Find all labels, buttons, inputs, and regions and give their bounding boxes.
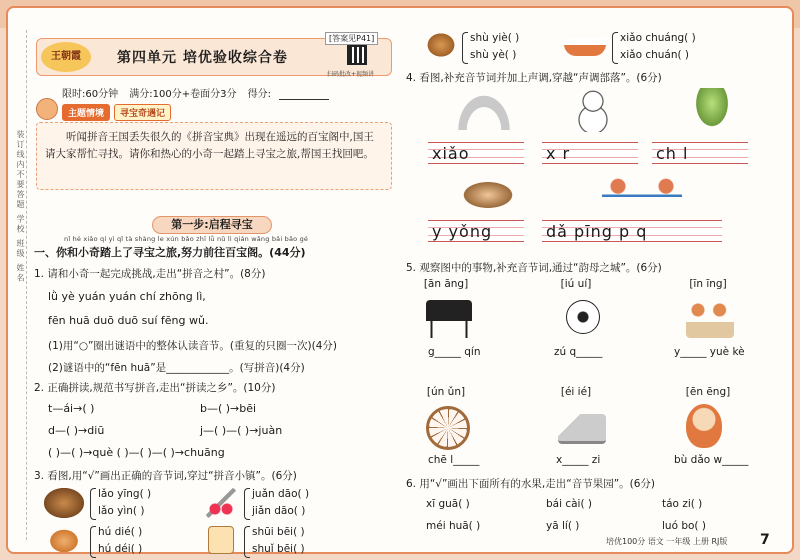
section-one-heading: 一、你和小奇踏上了寻宝之旅,努力前往百宝阁。(44分) xyxy=(34,246,306,259)
four-line-grid[interactable]: xiǎo xyxy=(428,142,524,164)
willow-tree-icon xyxy=(692,88,732,132)
child-avatar-icon xyxy=(36,98,58,120)
q1-part-a: (1)用“○”圈出谜语中的整体认读音节。(重复的只圈一次)(4分) xyxy=(48,340,337,352)
bridge-icon xyxy=(454,90,514,130)
brace xyxy=(462,32,468,64)
snowman-icon xyxy=(576,88,610,132)
score-label: 得分: xyxy=(247,89,272,100)
vowel-options: [ān āng] xyxy=(423,278,469,290)
fill-item[interactable]: g_____ qín xyxy=(428,346,481,358)
option[interactable]: lǎo yìn( ) xyxy=(98,505,145,517)
option[interactable]: shù yiè( ) xyxy=(470,32,520,44)
time-limit: 限时:60分钟 xyxy=(62,89,119,100)
fill-item[interactable]: y_____ yuè kè xyxy=(674,346,745,358)
full-score: 满分:100分+卷面分3分 xyxy=(129,89,237,100)
boat-icon xyxy=(564,38,606,56)
butterfly-icon xyxy=(48,528,80,554)
four-line-grid[interactable]: y yǒng xyxy=(428,220,524,242)
page-title: 第四单元 培优验收综合卷 xyxy=(117,50,288,66)
scene-tag: 主题情境 xyxy=(62,104,110,121)
scene-name: 寻宝奇遇记 xyxy=(114,104,171,121)
footer-text: 培优100分 语文 一年级 上册 RJ版 xyxy=(606,537,728,546)
q2-item[interactable]: d—( )→diū xyxy=(48,424,105,437)
fruit-option[interactable]: xī guā( ) xyxy=(426,498,470,510)
option[interactable]: shuǐ bēi( ) xyxy=(252,543,305,555)
option[interactable]: hú déi( ) xyxy=(98,543,143,555)
qr-code-icon[interactable] xyxy=(347,45,367,65)
question-pinyin: nǐ hé xiǎo qí yì qǐ tà shàng le xún bǎo zhī lǚ nǔ lì qián wǎng bǎi bǎo gé xyxy=(64,235,309,243)
four-line-grid[interactable]: ch l xyxy=(652,142,748,164)
exam-meta xyxy=(62,85,337,100)
right-page xyxy=(406,28,784,548)
brace xyxy=(612,32,618,64)
vowel-options: [ún ǔn] xyxy=(426,386,466,398)
swimmer-icon xyxy=(460,180,516,210)
option[interactable]: shù yè( ) xyxy=(470,49,517,61)
q2-item[interactable]: t—ái→( ) xyxy=(48,402,95,415)
q3-title: 3. 看图,用“√”画出正确的音节词,穿过“拼音小镇”。(6分) xyxy=(34,470,297,482)
fruit-option[interactable]: táo zi( ) xyxy=(662,498,703,510)
fill-item[interactable]: x_____ zi xyxy=(556,454,601,466)
title-banner xyxy=(36,34,392,78)
brand-logo: 王朝霞 xyxy=(41,42,91,72)
q2-item[interactable]: ( )—( )→què ( )—( )—( )→chuāng xyxy=(48,446,225,459)
piano-icon xyxy=(426,300,472,338)
four-line-grid[interactable]: x r xyxy=(542,142,638,164)
brace xyxy=(90,526,96,558)
tumbler-doll-icon xyxy=(686,404,722,448)
option[interactable]: juǎn dāo( ) xyxy=(252,488,310,500)
scene-header xyxy=(36,104,171,120)
score-blank[interactable] xyxy=(279,90,329,100)
ping-pong-icon xyxy=(602,176,682,210)
binding-dashed-line xyxy=(26,30,27,540)
soccer-ball-icon xyxy=(566,300,600,334)
riddle-line-1: lǜ yè yuán yuán chí zhōng lì, xyxy=(48,290,206,303)
q6-title: 6. 用“√”画出下面所有的水果,走出“音节果园”。(6分) xyxy=(406,478,656,490)
option[interactable]: lǎo yīng( ) xyxy=(98,488,152,500)
vowel-options: [éi ié] xyxy=(560,386,592,398)
qr-caption: 扫码批改+视频讲 xyxy=(327,71,375,78)
fruit-option[interactable]: luó bo( ) xyxy=(662,520,706,532)
four-line-grid[interactable]: dǎ pīng p q xyxy=(542,220,722,242)
music-class-icon xyxy=(686,298,734,338)
q4-title: 4. 看图,补充音节词并加上声调,穿越“声调部落”。(6分) xyxy=(406,72,662,84)
vowel-options: [iú uí] xyxy=(560,278,592,290)
q2-item[interactable]: b—( )→bēi xyxy=(200,402,257,415)
left-page xyxy=(34,28,394,555)
option[interactable]: jiǎn dāo( ) xyxy=(252,505,306,517)
shoes-icon xyxy=(558,414,606,444)
leaf-icon xyxy=(426,32,456,58)
brace xyxy=(90,488,96,520)
fill-item[interactable]: bù dǎo w_____ xyxy=(674,454,749,466)
q2-item[interactable]: j—( )—( )→juàn xyxy=(200,424,283,437)
fruit-option[interactable]: yā lí( ) xyxy=(546,520,580,532)
story-text: 听闻拼音王国丢失很久的《拼音宝典》出现在遥远的百宝阁中,国王请大家帮忙寻找。请你和热心的小奇一起踏上寻宝之旅,帮国王找回吧。 xyxy=(36,122,392,190)
fruit-option[interactable]: méi huā( ) xyxy=(426,520,481,532)
option[interactable]: hú dié( ) xyxy=(98,526,143,538)
wheel-icon xyxy=(426,406,470,450)
step-one-banner: 第一步:启程寻宝 xyxy=(152,216,272,234)
option[interactable]: xiǎo chuáng( ) xyxy=(620,32,696,44)
vowel-options: [īn īng] xyxy=(689,278,727,290)
q5-title: 5. 观察图中的事物,补充音节词,通过“韵母之城”。(6分) xyxy=(406,262,662,274)
q1-part-b: (2)谜语中的“fēn huā”是____________。(写拼音)(4分) xyxy=(48,362,305,374)
q1-title: 1. 请和小奇一起完成挑战,走出“拼音之村”。(8分) xyxy=(34,268,266,280)
page-number: 7 xyxy=(760,532,770,548)
cup-icon xyxy=(208,526,234,554)
answer-reference: [答案见P41] xyxy=(325,32,378,45)
brace xyxy=(244,488,250,520)
fruit-option[interactable]: bái cài( ) xyxy=(546,498,593,510)
fill-item[interactable]: chē l_____ xyxy=(428,454,480,466)
riddle-line-2: fēn huā duō duō suí fēng wǔ. xyxy=(48,314,209,327)
option[interactable]: shūi bēi( ) xyxy=(252,526,305,538)
option[interactable]: xiǎo chuán( ) xyxy=(620,49,690,61)
binding-strip: 装订线内不要答题 学校 班级 姓名 xyxy=(16,130,25,284)
brace xyxy=(244,526,250,558)
q2-title: 2. 正确拼读,规范书写拼音,走出“拼读之乡”。(10分) xyxy=(34,382,276,394)
fill-item[interactable]: zú q_____ xyxy=(554,346,603,358)
scissors-icon xyxy=(206,488,236,518)
vowel-options: [ēn ēng] xyxy=(685,386,731,398)
eagle-icon xyxy=(44,488,84,518)
